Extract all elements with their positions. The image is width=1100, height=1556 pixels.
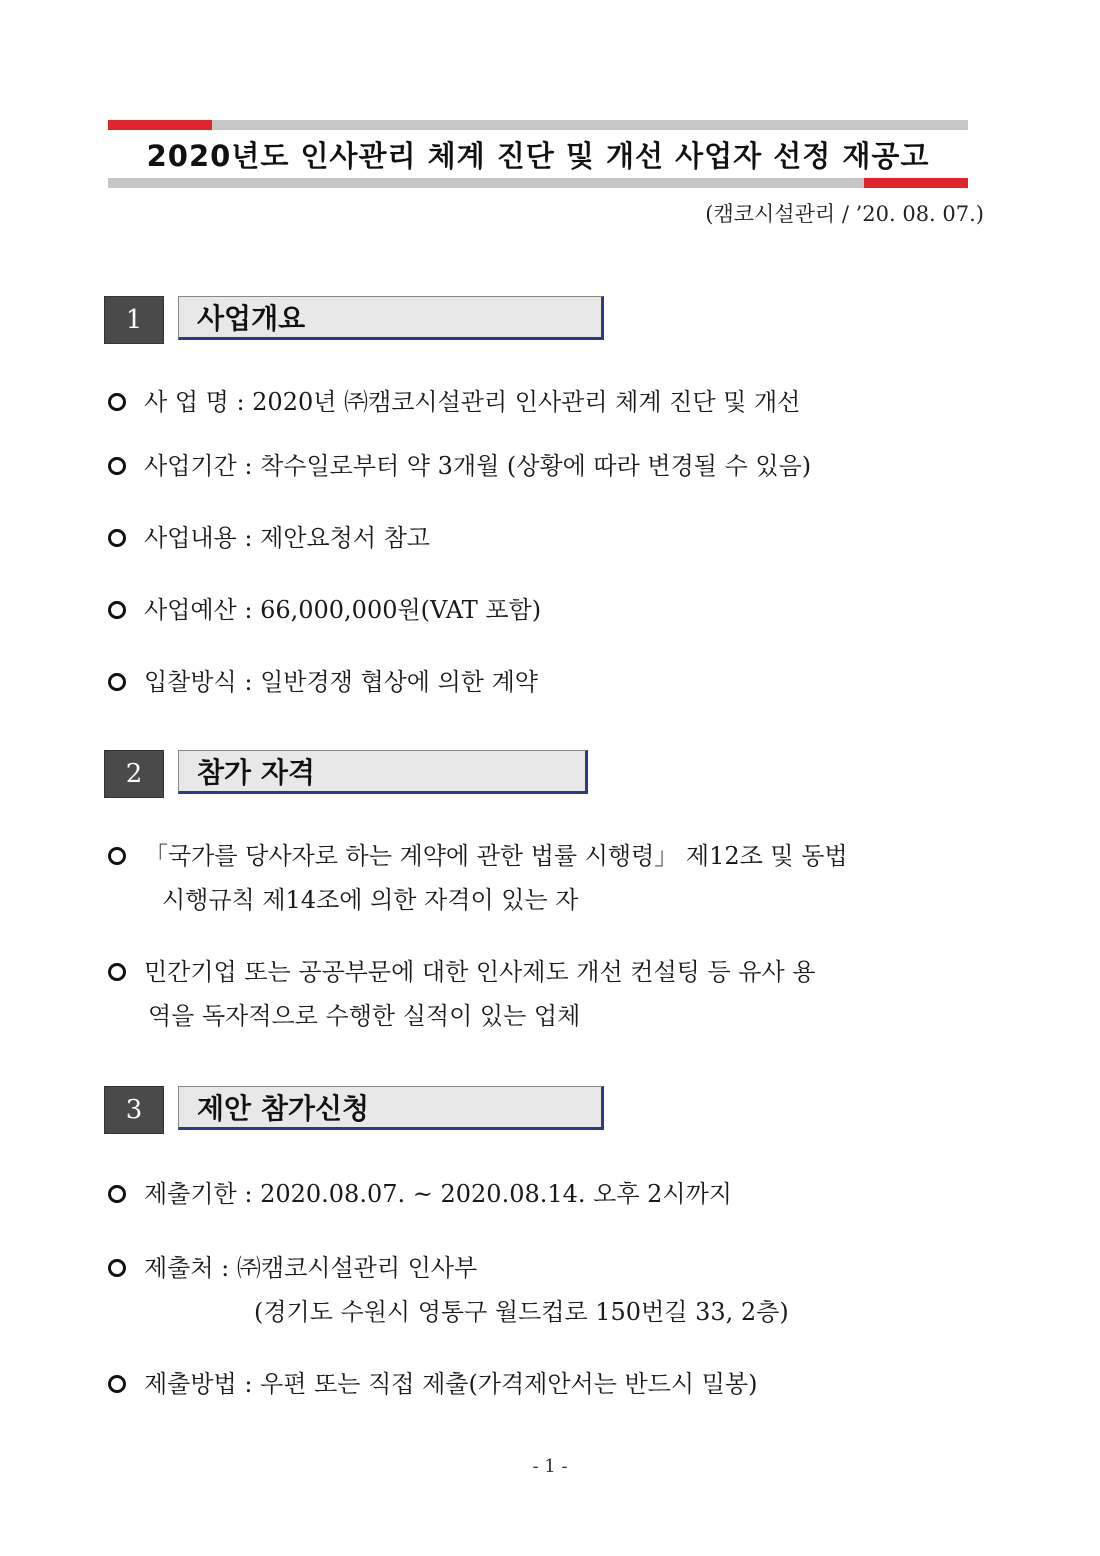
item-text: 사업내용 : 제안요청서 참고: [144, 524, 430, 552]
circle-bullet-icon: [108, 529, 126, 547]
banner-bottom-gray-bar: [108, 178, 870, 188]
circle-bullet-icon: [108, 1185, 126, 1203]
item-continuation: 시행규칙 제14조에 의한 자격이 있는 자: [162, 886, 579, 914]
list-item: [108, 834, 848, 878]
section-title: 제안 참가신청: [178, 1086, 604, 1130]
item-text: 제출방법 : 우편 또는 직접 제출(가격제안서는 반드시 밀봉): [144, 1370, 758, 1398]
item-continuation: (경기도 수원시 영통구 월드컵로 150번길 33, 2층): [254, 1298, 789, 1326]
item-text: 사업기간 : 착수일로부터 약 3개월 (상황에 따라 변경될 수 있음): [144, 452, 812, 480]
item-text: 제출처 : ㈜캠코시설관리 인사부: [144, 1254, 478, 1282]
list-item: [108, 516, 430, 560]
list-item: [108, 660, 538, 704]
circle-bullet-icon: [108, 1375, 126, 1393]
banner-bottom-red-bar: [864, 178, 968, 188]
item-text: 사 업 명 : 2020년 ㈜캠코시설관리 인사관리 체계 진단 및 개선: [144, 388, 801, 416]
list-item: [108, 950, 815, 994]
circle-bullet-icon: [108, 457, 126, 475]
list-item: [108, 444, 811, 488]
section-number: 3: [104, 1086, 164, 1134]
issuer-date: (캠코시설관리 / ’20. 08. 07.): [705, 202, 984, 226]
circle-bullet-icon: [108, 393, 126, 411]
circle-bullet-icon: [108, 1259, 126, 1277]
item-text: 사업예산 : 66,000,000원(VAT 포함): [144, 596, 542, 624]
item-text: 입찰방식 : 일반경쟁 협상에 의한 계약: [144, 668, 538, 696]
list-item: [108, 380, 800, 424]
banner-top-red-bar: [108, 120, 212, 130]
title-banner: [108, 120, 968, 192]
list-item: [108, 588, 541, 632]
circle-bullet-icon: [108, 601, 126, 619]
item-text: 민간기업 또는 공공부문에 대한 인사제도 개선 컨설팅 등 유사 용: [144, 958, 816, 986]
list-item: [108, 1172, 732, 1216]
banner-top-gray-bar: [206, 120, 968, 130]
page-number: - 1 -: [532, 1456, 568, 1477]
list-item: [108, 1362, 757, 1406]
circle-bullet-icon: [108, 847, 126, 865]
item-text: 제출기한 : 2020.08.07. ~ 2020.08.14. 오후 2시까지: [144, 1180, 732, 1208]
section-number: 1: [104, 296, 164, 344]
list-item: [108, 1246, 477, 1290]
section-number: 2: [104, 750, 164, 798]
section-title: 참가 자격: [178, 750, 588, 794]
circle-bullet-icon: [108, 673, 126, 691]
item-text: 「국가를 당사자로 하는 계약에 관한 법률 시행령」 제12조 및 동법: [144, 842, 848, 870]
item-continuation: 역을 독자적으로 수행한 실적이 있는 업체: [148, 1002, 581, 1030]
document-title: 2020년도 인사관리 체계 진단 및 개선 사업자 선정 재공고: [146, 139, 930, 173]
section-title: 사업개요: [178, 296, 604, 340]
circle-bullet-icon: [108, 963, 126, 981]
